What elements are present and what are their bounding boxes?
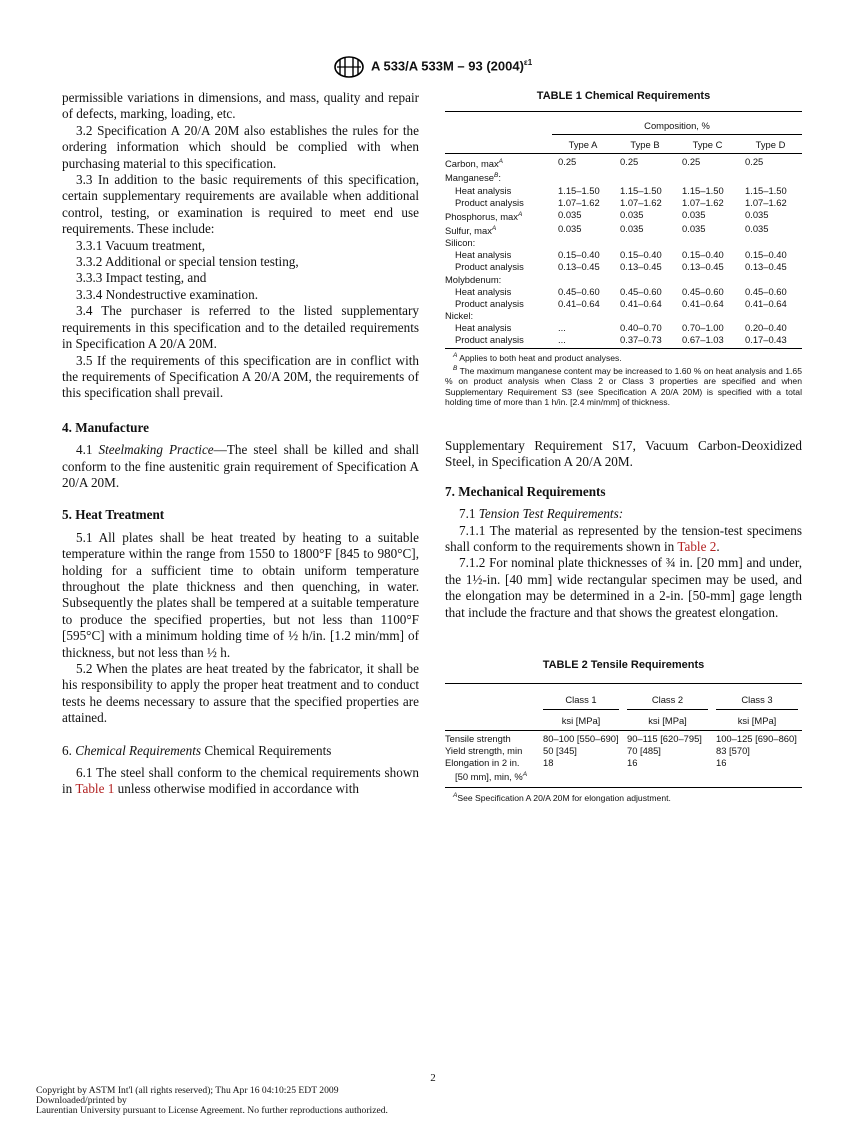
table-1-cell: 0.17–0.43	[745, 334, 787, 345]
table-2-column-header	[712, 684, 802, 713]
table-1-cell	[676, 274, 739, 286]
table-2-column-header	[623, 684, 712, 713]
footnote-b-text: The maximum manganese content may be increased to 1.60 % on heat analysis and 1.65 % on product analysis when Class 2 or Class 3 properties are specified and when Supplementary Requirement S3 (see Specification A 20/A 20M) is specified with a total holding time of more than 1 h/in. [2.4 min/mm] of thickness.	[445, 365, 802, 408]
paragraph-5-1: 5.1 All plates shall be heat treated by heating to a suitable temperature within the range from 1550 to 1800°F [845 to 980°C], holding for a sufficient time to obtain uniform temperature throughout the plate thickness and then quenching, in water. Subsequently the plates shall be tempered at a suitable temperature to produce the specified properties, but not less than 1100°F [595°C] with a minimum holding time of ½ h/in. [1.2 min/mm] of thickness, but not less than ½ h.	[62, 529, 419, 660]
table-1-row	[445, 237, 802, 249]
row-label-footnote-mark: A	[517, 210, 523, 218]
table-2-block	[445, 659, 802, 803]
table-2-cell	[623, 769, 712, 783]
right-column	[445, 438, 802, 621]
table-1-row	[445, 298, 802, 310]
paragraph-4-1-number: 4.1	[76, 442, 93, 458]
table-1-cell	[552, 274, 614, 286]
table-1-row-label	[445, 223, 552, 237]
table-1-cell: 0.25	[682, 156, 701, 168]
table-2-unit-header: ksi [MPa]	[737, 715, 777, 727]
row-label-text: Molybdenum:	[445, 273, 502, 285]
table-2-column-header-text: Class 2	[627, 694, 708, 710]
table-1-cell: 0.25	[620, 156, 639, 168]
paragraph-7-1-1-end: .	[716, 539, 720, 555]
table-1-cell: 0.15–0.40	[620, 249, 662, 261]
table-1-cell: 0.41–0.64	[558, 297, 600, 309]
paragraph-7-1-1-text: 7.1.1 The material as represented by the tension-test specimens shall conform to the requirements shown in	[445, 522, 802, 555]
table-2-row	[445, 731, 802, 746]
table-1-cell	[552, 237, 614, 249]
row-label-text: Product analysis	[455, 196, 524, 208]
table-2-row-label-text: Yield strength, min	[445, 745, 523, 757]
table-1-cell: 0.67–1.03	[682, 334, 724, 345]
table-1-row	[445, 286, 802, 298]
table-1-cell	[552, 170, 614, 184]
table-2-cell: 50 [345]	[543, 745, 577, 757]
table-1-row	[445, 185, 802, 197]
paragraph-3-2: 3.2 Specification A 20/A 20M also establishes the rules for the ordering information which should be complied with when purchasing material to this specification.	[62, 122, 419, 171]
footnote-a-text: Applies to both heat and product analyses.	[459, 352, 622, 363]
paragraph-4-1-text: —The steel shall be killed and shall conform to the fine austenitic grain requirement of Specification A 20/A 20M.	[62, 442, 420, 490]
table-1-cell: 0.20–0.40	[745, 321, 787, 333]
table-1-row-label	[445, 154, 552, 171]
table-2-cell: 16	[627, 757, 638, 769]
paragraph-3-3-4: 3.3.4 Nondestructive examination.	[76, 286, 259, 302]
paragraph-4-1	[62, 442, 419, 491]
table-2-row	[445, 745, 802, 757]
table-1-cell: 0.37–0.73	[620, 334, 662, 345]
paragraph-7-1-colon: :	[618, 506, 624, 522]
table-1-row	[445, 274, 802, 286]
row-label-suffix: :	[498, 172, 501, 184]
paragraph-7-1-number: 7.1	[459, 506, 476, 522]
astm-logo-icon	[334, 56, 364, 78]
paragraph-7-1-2: 7.1.2 For nominal plate thicknesses of ¾ in. [20 mm] and under, the 1½-in. [40 mm] wide rectangular specimen may be used, and the elongation may be determined in a 2-in. [50-mm] gage length that include the fracture and that shows the greatest elongation.	[445, 555, 802, 620]
paragraph-3-3-1: 3.3.1 Vacuum treatment,	[76, 237, 206, 253]
paragraph-6-1-text: 6.1 The steel shall conform to the chemical requirements shown in	[62, 765, 419, 797]
table-2-row-label	[445, 731, 539, 746]
table-2-cell: 16	[716, 757, 727, 769]
table-1-cell: 1.15–1.50	[745, 184, 787, 196]
row-label-text: Heat analysis	[455, 321, 512, 333]
table-1-cell: 0.25	[745, 156, 764, 168]
section-6-number: 6.	[62, 742, 72, 758]
table-1-cell	[614, 237, 676, 249]
footnote-a-mark: A	[453, 352, 458, 360]
row-label-text: Silicon:	[445, 237, 476, 249]
table-1	[445, 111, 802, 346]
table-1-row	[445, 310, 802, 322]
table-1-cell: 0.035	[558, 223, 582, 235]
paragraph-3-5: 3.5 If the requirements of this specification are in conflict with the requirements of Specification A 20/A 20M, the requirements of this specification shall prevail.	[62, 352, 419, 401]
paragraph-3-3-3: 3.3.3 Impact testing, and	[76, 270, 207, 286]
table-1-row-label	[445, 286, 552, 298]
table-1-row-label	[445, 261, 552, 273]
row-label-text: Product analysis	[455, 297, 524, 309]
table-1-row	[445, 197, 802, 209]
table-1-row-label	[445, 322, 552, 334]
table-1-cell: 0.45–0.60	[620, 285, 662, 297]
table-2-cell: 100–125 [690–860]	[716, 733, 797, 745]
copyright-line-1: Copyright by ASTM Int'l (all rights reserved); Thu Apr 16 04:10:25 EDT 2009	[36, 1085, 339, 1096]
designation: A 533/A 533M – 93 (2004)	[370, 58, 524, 74]
table-1-title: TABLE 1 Chemical Requirements	[536, 90, 711, 102]
table-1-footnote-b	[445, 364, 802, 408]
row-label-footnote-mark: A	[491, 225, 497, 233]
table-1-cell	[739, 310, 802, 322]
table-1-row	[445, 249, 802, 261]
table-1-row	[445, 322, 802, 334]
table-2-unit-header: ksi [MPa]	[648, 715, 687, 727]
paragraph-4-1-title: Steelmaking Practice	[98, 442, 214, 458]
table-1-column-header: Type A	[568, 139, 598, 151]
table-1-row	[445, 223, 802, 237]
table-1-cell: 1.07–1.62	[620, 196, 662, 208]
paragraph-3-3: 3.3 In addition to the basic requirements of this specification, certain supplementary requirements are available when additional control, testing, or examination is required to meet end use requirements. These include:	[62, 172, 419, 237]
section-heading-heat-treatment: 5. Heat Treatment	[62, 507, 165, 523]
table-1-cell: 1.07–1.62	[558, 196, 600, 208]
table-2-row-footnote-mark: A	[522, 771, 528, 779]
paragraph-6-1-text-end: unless otherwise modified in accordance with	[117, 781, 359, 797]
table-1-cell	[739, 170, 802, 184]
table-1-row-label	[445, 209, 552, 223]
t2-units-blank	[445, 712, 539, 731]
copyright-line-3: Laurentian University pursuant to License Agreement. No further reproductions authorized.	[36, 1105, 388, 1117]
table-1-cell: 0.45–0.60	[682, 285, 724, 297]
table-1-cell: 0.035	[682, 223, 706, 235]
table-2-row-label-text: Tensile strength	[445, 733, 511, 745]
footnote-b-mark: B	[453, 364, 458, 372]
table-1-cell: 1.07–1.62	[682, 196, 724, 208]
table-1-cell: 0.41–0.64	[682, 297, 724, 309]
table-2-link[interactable]: Table 2	[677, 539, 717, 555]
table-1-group-header-text: Composition, %	[552, 120, 802, 135]
table-1-footnote-a	[445, 351, 802, 363]
table-2-cell: 70 [485]	[627, 745, 661, 757]
table-2-row-label-text: [50 mm], min, %	[455, 771, 523, 783]
table-1-cell: 0.035	[682, 208, 706, 220]
row-label-text: Sulfur, max	[445, 225, 492, 237]
table-1-cell	[614, 310, 676, 322]
table-1-cell: 1.15–1.50	[620, 184, 662, 196]
table-1-cell: 0.70–1.00	[682, 321, 724, 333]
table-1-cell: 0.40–0.70	[620, 321, 662, 333]
table-1-cell: 0.13–0.45	[682, 261, 724, 273]
paragraph-right-continued: Supplementary Requirement S17, Vacuum Carbon-Deoxidized Steel, in Specification A 20/A 20M.	[445, 438, 802, 470]
row-label-text: Phosphorus, max	[445, 210, 518, 222]
table-2-cell: 83 [570]	[716, 745, 750, 757]
table-2-row-label	[445, 757, 539, 769]
table-1-cell	[739, 274, 802, 286]
page-header	[0, 56, 866, 78]
table-1-cell	[739, 237, 802, 249]
table-1-cell: 0.45–0.60	[558, 285, 600, 297]
table-1-cell: 0.15–0.40	[745, 249, 787, 261]
table-1-row	[445, 154, 802, 171]
table-1-cell: 0.45–0.60	[745, 285, 787, 297]
table-1-cell: 0.41–0.64	[745, 297, 787, 309]
table-1-row	[445, 334, 802, 346]
row-label-text: Heat analysis	[455, 249, 512, 261]
table-2-footnote-mark: A	[453, 791, 458, 799]
table-1-cell: 0.035	[745, 208, 769, 220]
table-1-cell: 0.13–0.45	[745, 261, 787, 273]
table-1-row	[445, 209, 802, 223]
paragraph-7-1-title: Tension Test Requirements	[478, 506, 619, 522]
table-2-cell: 18	[543, 757, 554, 769]
paragraph-continued: permissible variations in dimensions, and mass, quality and repair of defects, marking, loading, etc.	[62, 90, 419, 122]
table-1-footnotes	[445, 348, 802, 408]
table-1-cell: 0.13–0.45	[620, 261, 662, 273]
section-6-title-italic: Chemical Requirements	[75, 742, 202, 758]
table-1-cell: 1.15–1.50	[558, 184, 600, 196]
table-1-cell: 0.035	[620, 208, 644, 220]
table-2-column-header-text: Class 1	[543, 694, 619, 710]
table-1-cell	[614, 170, 676, 184]
table-1-cell: ...	[558, 321, 566, 333]
table-1-row-label	[445, 334, 552, 346]
table-1-cell: 0.41–0.64	[620, 297, 662, 309]
left-column	[62, 90, 419, 798]
section-6-title: Chemical Requirements	[204, 742, 332, 758]
copyright-notice	[36, 1086, 388, 1117]
t1-header-blank	[445, 137, 552, 154]
table-2-footnote-a	[445, 791, 802, 803]
table-1-cell	[552, 310, 614, 322]
table-1-cell: 0.035	[620, 223, 644, 235]
section-heading-mechanical: 7. Mechanical Requirements	[445, 483, 606, 499]
paragraph-5-2: 5.2 When the plates are heat treated by the fabricator, it shall be his responsibility to apply the proper heat treatment and to conduct tests he deems necessary to assure that the specified properties are attained.	[62, 661, 419, 726]
row-label-text: Heat analysis	[455, 184, 512, 196]
table-1-cell: 0.035	[558, 208, 582, 220]
table-1-row-label	[445, 170, 552, 184]
table-1-cell	[676, 170, 739, 184]
table-1-group-header	[552, 112, 802, 138]
table-2-footnote	[445, 787, 802, 803]
table-1-row-label	[445, 274, 552, 286]
table-2-cell: 80–100 [550–690]	[543, 733, 619, 745]
row-label-text: Manganese	[445, 172, 494, 184]
table-1-column-header: Type D	[755, 139, 786, 151]
table-1-cell: 1.15–1.50	[682, 184, 724, 196]
table-2-cell: 90–115 [620–795]	[627, 733, 702, 745]
table-1-corner	[445, 112, 552, 138]
table-1-row-label	[445, 310, 552, 322]
table-2-row	[445, 769, 802, 783]
table-1-cell: 0.25	[558, 156, 577, 168]
row-label-text: Product analysis	[455, 334, 524, 345]
table-1-block	[445, 90, 802, 408]
table-2-unit-header: ksi [MPa]	[561, 715, 601, 727]
table-1-row	[445, 170, 802, 184]
table-1-cell	[614, 274, 676, 286]
table-1-link[interactable]: Table 1	[75, 781, 115, 797]
table-1-cell: 0.15–0.40	[558, 249, 600, 261]
table-1-cell	[676, 310, 739, 322]
paragraph-7-1-1	[445, 523, 802, 556]
paragraph-3-3-2: 3.3.2 Additional or special tension testing,	[76, 254, 299, 270]
table-1-row-label	[445, 249, 552, 261]
row-label-footnote-mark: A	[498, 158, 504, 166]
row-label-text: Carbon, max	[445, 158, 499, 170]
row-label-text: Product analysis	[455, 261, 524, 273]
table-1-column-header: Type C	[692, 139, 723, 151]
paragraph-3-4: 3.4 The purchaser is referred to the listed supplementary requirements in this specification and to the detailed requirements in Specification A 20/A 20M.	[62, 303, 419, 352]
table-2-cell	[712, 769, 802, 783]
table-1-row-label	[445, 197, 552, 209]
table-2	[445, 683, 802, 784]
row-label-text: Nickel:	[445, 309, 474, 321]
table-1-cell: 0.15–0.40	[682, 249, 724, 261]
section-heading-manufacture: 4. Manufacture	[62, 419, 149, 435]
table-1-cell: ...	[558, 334, 566, 345]
table-1-row-label	[445, 185, 552, 197]
table-2-cell	[539, 769, 623, 783]
t2-header-blank	[445, 684, 539, 713]
table-2-title: TABLE 2 Tensile Requirements	[542, 659, 705, 671]
copyright-line-2: Downloaded/printed by	[36, 1095, 127, 1107]
table-1-cell: 0.13–0.45	[558, 261, 600, 273]
page-number: 2	[430, 1072, 436, 1084]
table-2-row-label-text: Elongation in 2 in.	[445, 757, 520, 769]
table-1-cell: 0.035	[745, 223, 769, 235]
table-2-row-label	[445, 745, 539, 757]
table-1-column-header: Type B	[630, 139, 660, 151]
table-2-footnote-text: See Specification A 20/A 20M for elongation adjustment.	[457, 792, 671, 803]
table-1-cell: 1.07–1.62	[745, 196, 787, 208]
row-label-footnote-mark: B	[494, 172, 499, 180]
table-1-row	[445, 261, 802, 273]
designation-epsilon: ε1	[523, 58, 533, 68]
table-2-row-label	[445, 769, 539, 783]
table-2-column-header-text: Class 3	[716, 694, 798, 710]
row-label-text: Heat analysis	[455, 285, 512, 297]
paragraph-7-1	[445, 506, 802, 522]
table-2-row	[445, 757, 802, 769]
paragraph-6-1	[62, 765, 419, 798]
table-1-row-label	[445, 237, 552, 249]
table-2-column-header	[539, 684, 623, 713]
table-1-row-label	[445, 298, 552, 310]
section-heading-chemical	[62, 743, 419, 759]
table-1-cell	[676, 237, 739, 249]
